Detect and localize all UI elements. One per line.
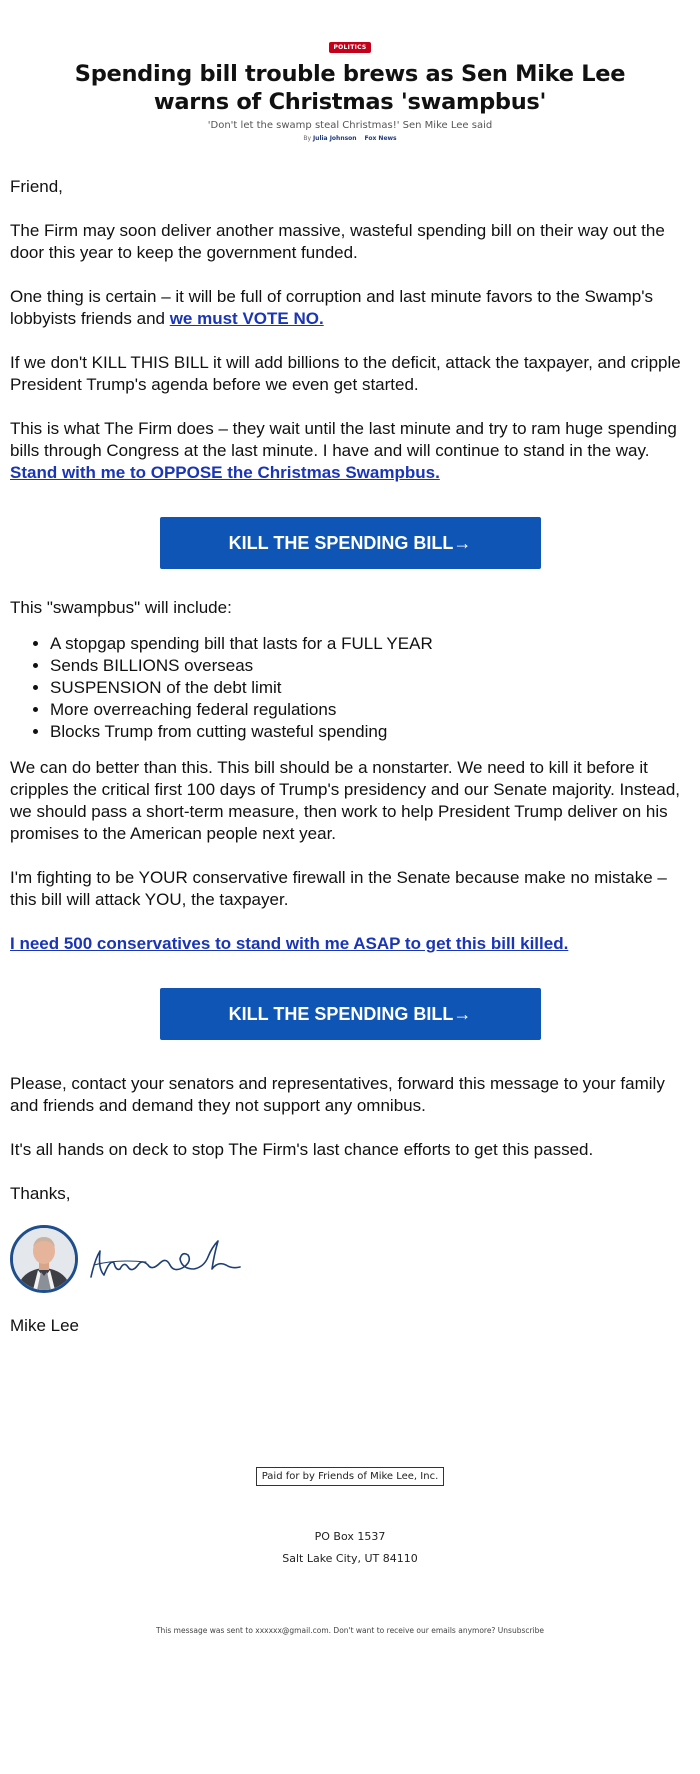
byline-outlet: Fox News — [364, 135, 397, 142]
paragraph-2-text: One thing is certain – it will be full of corruption and last minute favors to the Swamp's lobbyists friends and — [10, 287, 653, 328]
list-item: • A stopgap spending bill that lasts for a FULL YEAR — [50, 633, 690, 655]
mailing-address — [0, 1526, 700, 1570]
email-closing — [0, 1315, 700, 1337]
portrait-image — [13, 1228, 75, 1290]
oppose-swampbus-link[interactable]: Stand with me to OPPOSE the Christmas Swampbus. — [10, 463, 440, 482]
paragraph-4 — [10, 418, 690, 484]
paragraph-8: Please, contact your senators and representatives, forward this message to your family and friends and demand they not support any omnibus. — [10, 1074, 665, 1115]
paid-for-disclaimer: Paid for by Friends of Mike Lee, Inc. — [256, 1467, 445, 1486]
list-item: • SUSPENSION of the debt limit — [50, 677, 690, 699]
cta-wrapper-1 — [10, 517, 690, 569]
byline-author: Julia Johnson — [312, 135, 357, 142]
list-item: • Blocks Trump from cutting wasteful spending — [50, 721, 690, 743]
email-footer — [0, 1337, 700, 1635]
list-item: • More overreaching federal regulations — [50, 699, 690, 721]
paragraph-7 — [10, 933, 690, 955]
list-intro: This "swampbus" will include: — [10, 598, 232, 617]
greeting: Friend, — [10, 177, 63, 196]
vote-no-link[interactable]: we must VOTE NO. — [169, 309, 324, 328]
kill-bill-button-2[interactable]: KILL THE SPENDING BILL→ — [160, 988, 541, 1040]
kill-bill-button-1[interactable]: KILL THE SPENDING BILL→ — [160, 517, 541, 569]
category-badge: POLITICS — [329, 42, 370, 53]
article-byline — [0, 135, 700, 142]
article-headline[interactable]: Spending bill trouble brews as Sen Mike Lee warns of Christmas 'swampbus' — [74, 61, 626, 115]
address-line-2: Salt Lake City, UT 84110 — [282, 1552, 418, 1565]
paragraph-5: We can do better than this. This bill should be a nonstarter. We need to kill it before it cripples the critical first 100 days of Trump's presidency and our Senate majority. Instead, we should pass a short-term measure, then work to help President Trump deliver on his promises to the American people next year. — [10, 758, 681, 843]
avatar — [10, 1225, 78, 1293]
list-item: • Sends BILLIONS overseas — [50, 655, 690, 677]
conservatives-link[interactable]: I need 500 conservatives to stand with me ASAP to get this bill killed. — [10, 934, 569, 953]
article-subhead: 'Don't let the swamp steal Christmas!' Sen Mike Lee said — [207, 120, 493, 131]
cta-wrapper-2 — [10, 988, 690, 1040]
paragraph-3: If we don't KILL THIS BILL it will add billions to the deficit, attack the taxpayer, and cripple President Trump's agenda before we even get started. — [10, 353, 681, 394]
sender-name: Mike Lee — [10, 1316, 79, 1335]
email-body — [0, 176, 700, 1205]
unsubscribe-text[interactable]: This message was sent to xxxxxx@gmail.com. Don't want to receive our emails anymore? Unsubscribe — [155, 1626, 545, 1635]
swampbus-list — [10, 633, 690, 743]
byline-prefix: By — [303, 135, 312, 142]
thanks: Thanks, — [10, 1184, 71, 1203]
article-header[interactable] — [0, 0, 700, 142]
paragraph-9: It's all hands on deck to stop The Firm's last chance efforts to get this passed. — [10, 1140, 594, 1159]
signature-image — [86, 1229, 246, 1289]
paragraph-4-text: This is what The Firm does – they wait until the last minute and try to ram huge spending bills through Congress at the last minute. I have and will continue to stand in the way. — [10, 419, 677, 460]
paragraph-6: I'm fighting to be YOUR conservative firewall in the Senate because make no mistake – this bill will attack YOU, the taxpayer. — [10, 868, 667, 909]
paragraph-1: The Firm may soon deliver another massive, wasteful spending bill on their way out the door this year to keep the government funded. — [10, 221, 665, 262]
address-line-1: PO Box 1537 — [314, 1530, 386, 1543]
paragraph-2 — [10, 286, 690, 330]
signature-row — [0, 1225, 700, 1293]
